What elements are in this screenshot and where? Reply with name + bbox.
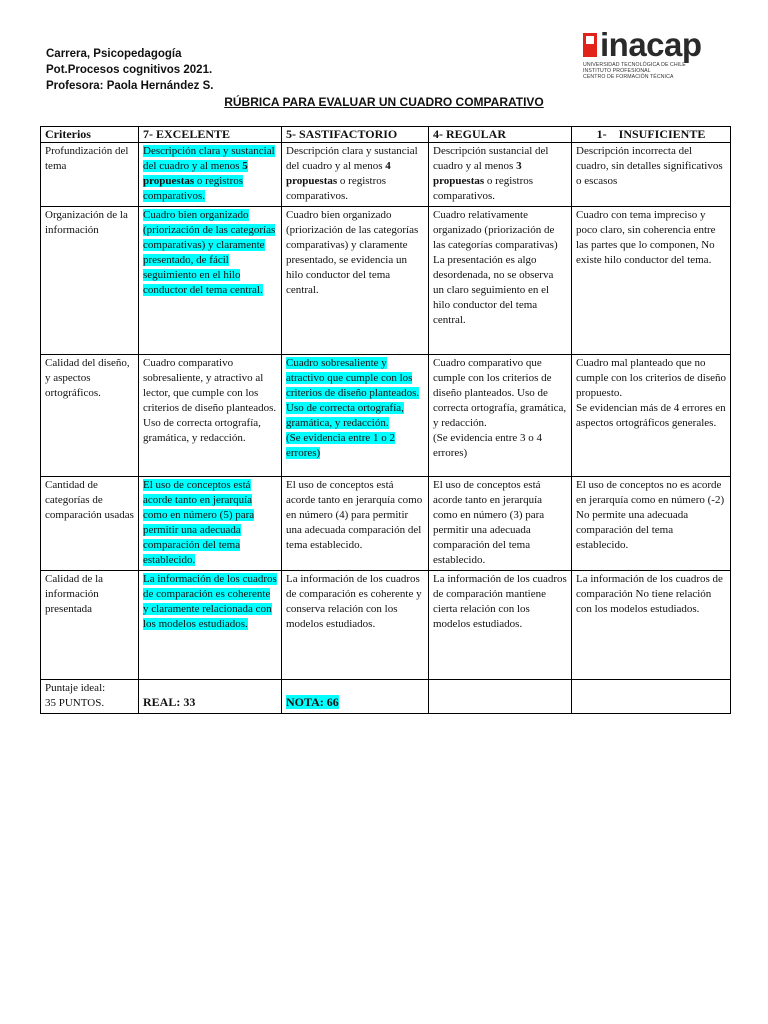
logo-mark-icon: [583, 33, 597, 57]
cell-excelente: El uso de conceptos está acorde tanto en jerarquía como en número (5) para permitir una adecuada comparación del tema establecido.: [139, 477, 282, 571]
header-excelente: 7- EXCELENTE: [139, 127, 282, 143]
cell-excelente: Descripción clara y sustancial del cuadro y al menos 5 propuestas o registros comparativos.: [139, 143, 282, 207]
header-satisfactorio: 5- SASTIFACTORIO: [282, 127, 429, 143]
ideal-score-cell: Puntaje ideal: 35 PUNTOS.: [41, 680, 139, 714]
cell-excelente: Cuadro bien organizado (priorización de las categorías comparativas) y claramente presentado, de fácil seguimiento en el hilo conductor del tema central.: [139, 207, 282, 355]
cell-excelente: Cuadro comparativo sobresaliente, y atractivo al lector, que cumple con los criterios de diseño planteados. Uso de correcta ortografía, gramática, y redacción.: [139, 355, 282, 477]
table-row: [41, 207, 731, 355]
table-row: [41, 355, 731, 477]
cell-regular: Cuadro relativamente organizado (priorización de las categorías comparativas) La presentación es algo desordenada, no se observa un claro seguimiento en el hilo conductor del tema central.: [429, 207, 572, 355]
cell-insuficiente: Cuadro mal planteado que no cumple con los criterios de diseño propuesto. Se evidencian más de 4 errores en aspectos ortográficos generales.: [572, 355, 731, 477]
empty-cell: [572, 680, 731, 714]
criterio-cell: Calidad de la información presentada: [41, 571, 139, 680]
table-row: [41, 571, 731, 680]
table-footer-row: [41, 680, 731, 714]
empty-cell: [429, 680, 572, 714]
header-criterios: Criterios: [41, 127, 139, 143]
cell-insuficiente: El uso de conceptos no es acorde en jerarquía como en número (-2) No permite una adecuada comparación del tema establecido.: [572, 477, 731, 571]
table-header-row: [41, 127, 731, 143]
cell-satisfactorio: Cuadro bien organizado (priorización de las categorías comparativas) y claramente presentado, se evidencia un hilo conductor del tema central.: [282, 207, 429, 355]
header-career: Carrera, Psicopedagogía: [46, 48, 182, 60]
criterio-cell: Cantidad de categorías de comparación usadas: [41, 477, 139, 571]
document-title: RÚBRICA PARA EVALUAR UN CUADRO COMPARATIVO: [224, 95, 544, 109]
cell-regular: La información de los cuadros de comparación mantiene cierta relación con los modelos estudiados.: [429, 571, 572, 680]
criterio-cell: Profundización del tema: [41, 143, 139, 207]
criterio-cell: Organización de la información: [41, 207, 139, 355]
table-row: [41, 477, 731, 571]
cell-regular: El uso de conceptos está acorde tanto en jerarquía como en número (3) para permitir una adecuada comparación del tema establecido.: [429, 477, 572, 571]
cell-regular: Descripción sustancial del cuadro y al menos 3 propuestas o registros comparativos.: [429, 143, 572, 207]
inacap-logo: [583, 26, 723, 80]
grade-cell: NOTA: 66: [282, 680, 429, 714]
header-regular: 4- REGULAR: [429, 127, 572, 143]
real-score-cell: REAL: 33: [139, 680, 282, 714]
header-insuficiente: 1- INSUFICIENTE: [572, 127, 731, 143]
cell-insuficiente: Cuadro con tema impreciso y poco claro, sin coherencia entre las partes que lo componen, No existe hilo conductor del tema.: [572, 207, 731, 355]
cell-insuficiente: La información de los cuadros de comparación No tiene relación con los modelos estudiados.: [572, 571, 731, 680]
cell-excelente: La información de los cuadros de comparación es coherente y claramente relacionada con los modelos estudiados.: [139, 571, 282, 680]
header-teacher: Profesora: Paola Hernández S.: [46, 80, 214, 92]
document-header: [46, 46, 213, 94]
criterio-cell: Calidad del diseño, y aspectos ortográficos.: [41, 355, 139, 477]
cell-satisfactorio: Cuadro sobresaliente y atractivo que cumple con los criterios de diseño planteados. Uso de correcta ortografía, gramática, y redacción. (Se evidencia entre 1 o 2 errores): [282, 355, 429, 477]
cell-regular: Cuadro comparativo que cumple con los criterios de diseño planteados. Uso de correcta ortografía, gramática, y redacción. (Se evidencia entre 3 o 4 errores): [429, 355, 572, 477]
cell-insuficiente: Descripción incorrecta del cuadro, sin detalles significativos o escasos: [572, 143, 731, 207]
cell-satisfactorio: La información de los cuadros de comparación es coherente y conserva relación con los modelos estudiados.: [282, 571, 429, 680]
table-row: [41, 143, 731, 207]
cell-satisfactorio: Descripción clara y sustancial del cuadro y al menos 4 propuestas o registros comparativos.: [282, 143, 429, 207]
header-course: Pot.Procesos cognitivos 2021.: [46, 64, 213, 76]
rubric-table: [40, 126, 731, 714]
cell-satisfactorio: El uso de conceptos está acorde tanto en jerarquía como en número (4) para permitir una adecuada comparación del tema establecido.: [282, 477, 429, 571]
logo-wordmark: inacap: [600, 26, 702, 63]
logo-subtitle: UNIVERSIDAD TECNOLÓGICA DE CHILE INSTITUTO PROFESIONAL CENTRO DE FORMACIÓN TÉCNICA: [583, 62, 686, 80]
